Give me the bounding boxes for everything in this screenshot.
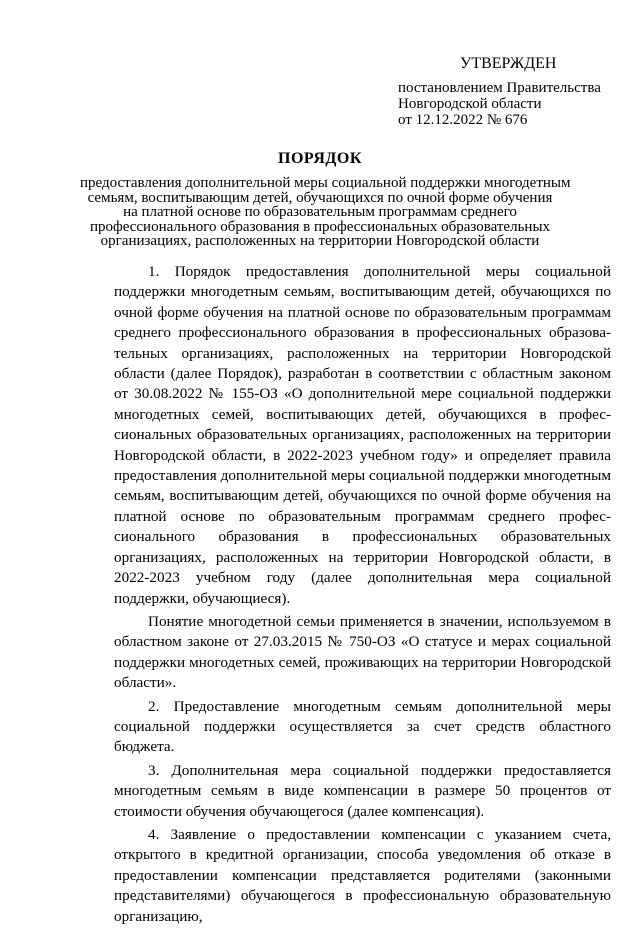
document-body bbox=[114, 262, 611, 930]
subtitle-line: семьям, воспитывающим детей, обучающихся по очной форме обучения bbox=[87, 189, 553, 206]
approval-heading: УТВЕРЖДЕН bbox=[460, 55, 557, 72]
document-subtitle bbox=[80, 175, 571, 249]
paragraph-1-definition: Понятие многодетной семьи применяется в значении, используемом в областном законе от 27.03.2015 № 750-ОЗ «О статусе и мерах социальной поддержки многодетных семей, проживающих на территории Новгородской области». bbox=[114, 612, 611, 692]
approval-stamp bbox=[398, 56, 628, 128]
subtitle-line: предоставления дополнительной меры социальной поддержки многодетным bbox=[80, 175, 571, 191]
paragraph-3: 3. Дополнительная мера социальной поддержки предоставляется многодетным семьям в виде компенсации в размере 50 процентов от стоимости обучения обучающегося (далее компенсация). bbox=[114, 761, 611, 820]
approval-line: постановлением Правительства bbox=[398, 80, 601, 96]
paragraph-4: 4. Заявление о предоставлении компенсации с указанием счета, открытого в кредитной организации, способа уведомления об отказе в предоставлении компенсации представляется родителями (законными представителями) обучающегося в профессиональную образовательную организацию, bbox=[114, 825, 611, 925]
subtitle-line: профессионального образования в профессиональных образовательных bbox=[89, 218, 551, 235]
subtitle-line: организациях, расположенных на территории Новгородской области bbox=[100, 233, 540, 249]
document-title: ПОРЯДОК bbox=[278, 150, 362, 167]
approval-line: от 12.12.2022 № 676 bbox=[398, 112, 528, 128]
paragraph-1: 1. Порядок предоставления дополнительной меры социальной поддержки многодетным семьям, воспитывающим детей, обучающихся по очной форме обучения на платной основе по образовательным программам среднего профессионального образования в профессиональных образовательных организациях, расположенных на территории Новгородской области (далее Порядок), разработан в соответствии с областным законом от 30.08.2022 № 155-ОЗ «О дополнительной мере социальной поддержки многодетных семей, воспитывающих детей, обучающихся в профессиональных образовательных организациях, расположенных на территории Новгородской области, в 2022-2023 учебном году» и определяет правила предоставления дополнительной меры социальной поддержки многодетным семьям, воспитывающим детей, обучающихся по очной форме обучения на платной основе по образовательным программам среднего профессионального образования в профессиональных образовательных организациях, расположенных на территории Новгородской области, в 2022-2023 учебном году (далее дополнительная мера социальной поддержки, обучающиеся). bbox=[114, 263, 611, 607]
approval-line: Новгородской области bbox=[398, 96, 542, 112]
paragraph-2: 2. Предоставление многодетным семьям дополнительной меры социальной поддержки осуществляется за счет средств областного бюджета. bbox=[114, 697, 611, 756]
subtitle-line: на платной основе по образовательным программам среднего bbox=[123, 204, 517, 220]
